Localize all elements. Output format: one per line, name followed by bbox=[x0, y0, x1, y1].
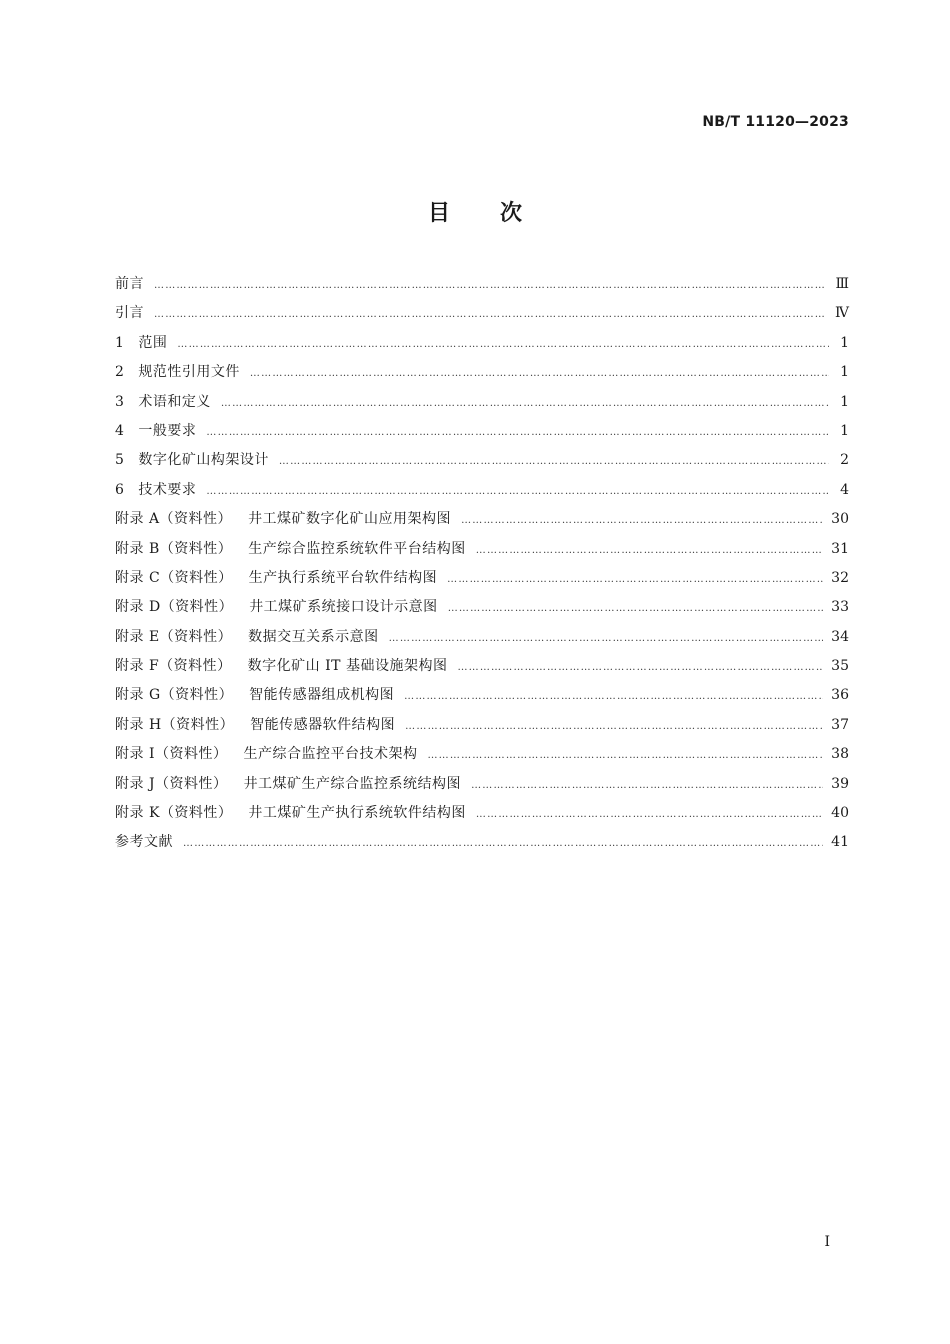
toc-entry-label: 前言 bbox=[115, 276, 144, 292]
toc-leader-dots bbox=[389, 624, 824, 653]
toc-leader-dots bbox=[447, 565, 823, 594]
toc-entry-label: 井工煤矿生产执行系统软件结构图 bbox=[248, 805, 466, 822]
toc-entry-section-2[interactable] bbox=[115, 358, 849, 387]
toc-entry-appendix: 附录 J（资料性） bbox=[115, 775, 228, 792]
toc-leader-dots bbox=[221, 389, 829, 418]
toc-leader-dots bbox=[476, 800, 823, 829]
toc-entry-page: Ⅳ bbox=[835, 305, 849, 322]
toc-leader-dots bbox=[183, 829, 823, 858]
toc-entry-page: 39 bbox=[831, 775, 849, 792]
toc-entry-page: 34 bbox=[831, 628, 849, 645]
toc-entry-page: 33 bbox=[831, 599, 849, 616]
toc-entry-number: 3 bbox=[115, 393, 125, 410]
toc-leader-dots bbox=[154, 271, 827, 300]
toc-entry-foreword[interactable] bbox=[115, 270, 849, 299]
toc-entry-section-3[interactable] bbox=[115, 388, 849, 417]
toc-entry-page: 38 bbox=[831, 746, 849, 763]
toc-entry-label: 数字化矿山构架设计 bbox=[138, 452, 269, 469]
toc-entry-appendix-d[interactable] bbox=[115, 593, 849, 622]
toc-entry-label: 井工煤矿系统接口设计示意图 bbox=[249, 599, 438, 616]
toc-entry-number: 1 bbox=[115, 334, 125, 351]
toc-entry-page: 31 bbox=[831, 540, 849, 557]
toc-entry-page: 40 bbox=[831, 805, 849, 822]
toc-entry-appendix-f[interactable] bbox=[115, 652, 849, 681]
toc-entry-appendix: 附录 I（资料性） bbox=[115, 746, 228, 763]
toc-entry-label: 智能传感器软件结构图 bbox=[250, 716, 396, 733]
toc-leader-dots bbox=[461, 506, 823, 535]
toc-entry-label: 生产综合监控系统软件平台结构图 bbox=[248, 540, 466, 557]
toc-entry-appendix: 附录 H（资料性） bbox=[115, 716, 235, 733]
toc-entry-section-5[interactable] bbox=[115, 446, 849, 475]
toc-leader-dots bbox=[206, 418, 829, 447]
toc-leader-dots bbox=[177, 330, 829, 359]
toc-entry-page: 1 bbox=[840, 422, 849, 439]
toc-entry-appendix-j[interactable] bbox=[115, 770, 849, 799]
table-of-contents bbox=[115, 270, 849, 858]
toc-entry-number: 2 bbox=[115, 364, 125, 381]
toc-leader-dots bbox=[206, 477, 829, 506]
toc-entry-number: 4 bbox=[115, 422, 125, 439]
toc-entry-appendix-h[interactable] bbox=[115, 711, 849, 740]
toc-entry-appendix: 附录 D（资料性） bbox=[115, 599, 234, 616]
toc-entry-page: 35 bbox=[831, 658, 849, 675]
toc-leader-dots bbox=[405, 712, 823, 741]
toc-entry-label: 参考文献 bbox=[115, 834, 173, 851]
toc-entry-appendix-k[interactable] bbox=[115, 799, 849, 828]
toc-entry-bibliography[interactable] bbox=[115, 828, 849, 857]
toc-entry-appendix-a[interactable] bbox=[115, 505, 849, 534]
toc-entry-label: 术语和定义 bbox=[138, 393, 211, 410]
toc-leader-dots bbox=[457, 653, 823, 682]
toc-leader-dots bbox=[448, 594, 823, 623]
page-number: I bbox=[824, 1234, 830, 1250]
toc-entry-page: Ⅲ bbox=[835, 276, 849, 292]
toc-entry-label: 智能传感器组成机构图 bbox=[249, 687, 395, 704]
toc-entry-page: 37 bbox=[831, 716, 849, 733]
toc-entry-number: 6 bbox=[115, 481, 125, 498]
toc-leader-dots bbox=[476, 536, 823, 565]
toc-entry-label: 范围 bbox=[138, 334, 168, 351]
toc-entry-label: 生产执行系统平台软件结构图 bbox=[248, 569, 438, 586]
toc-entry-page: 30 bbox=[831, 511, 849, 528]
toc-entry-section-4[interactable] bbox=[115, 417, 849, 446]
toc-entry-appendix: 附录 B（资料性） bbox=[115, 540, 233, 557]
toc-entry-appendix: 附录 C（资料性） bbox=[115, 569, 233, 586]
toc-entry-appendix-c[interactable] bbox=[115, 564, 849, 593]
toc-entry-introduction[interactable] bbox=[115, 299, 849, 328]
toc-entry-appendix: 附录 E（资料性） bbox=[115, 628, 233, 645]
toc-entry-label: 数字化矿山 IT 基础设施架构图 bbox=[247, 658, 448, 675]
standard-number: NB/T 11120—2023 bbox=[702, 114, 849, 130]
toc-entry-appendix-b[interactable] bbox=[115, 535, 849, 564]
toc-entry-appendix: 附录 G（资料性） bbox=[115, 687, 234, 704]
toc-entry-appendix: 附录 A（资料性） bbox=[115, 511, 233, 528]
toc-leader-dots bbox=[250, 359, 829, 388]
toc-leader-dots bbox=[404, 682, 823, 711]
toc-entry-appendix-i[interactable] bbox=[115, 740, 849, 769]
toc-entry-page: 2 bbox=[840, 452, 849, 469]
toc-entry-page: 41 bbox=[831, 834, 849, 851]
toc-entry-label: 一般要求 bbox=[138, 422, 197, 439]
toc-entry-label: 生产综合监控平台技术架构 bbox=[243, 746, 418, 763]
toc-entry-appendix-e[interactable] bbox=[115, 623, 849, 652]
toc-entry-appendix-g[interactable] bbox=[115, 681, 849, 710]
toc-entry-label: 技术要求 bbox=[138, 481, 197, 498]
toc-leader-dots bbox=[279, 447, 829, 476]
toc-entry-section-6[interactable] bbox=[115, 476, 849, 505]
toc-entry-appendix: 附录 K（资料性） bbox=[115, 805, 233, 822]
toc-entry-page: 1 bbox=[840, 334, 849, 351]
toc-entry-label: 数据交互关系示意图 bbox=[248, 628, 379, 645]
toc-entry-page: 1 bbox=[840, 364, 849, 381]
toc-entry-page: 1 bbox=[840, 393, 849, 410]
page-title: 目次 bbox=[427, 201, 572, 226]
toc-entry-label: 引言 bbox=[115, 305, 144, 322]
toc-entry-section-1[interactable] bbox=[115, 329, 849, 358]
toc-leader-dots bbox=[154, 300, 827, 329]
toc-entry-label: 井工煤矿生产综合监控系统结构图 bbox=[243, 775, 462, 792]
toc-leader-dots bbox=[471, 771, 823, 800]
toc-entry-number: 5 bbox=[115, 452, 125, 469]
toc-entry-appendix: 附录 F（资料性） bbox=[115, 658, 232, 675]
toc-entry-page: 4 bbox=[840, 481, 849, 498]
toc-entry-page: 36 bbox=[831, 687, 849, 704]
toc-entry-label: 井工煤矿数字化矿山应用架构图 bbox=[248, 511, 452, 528]
toc-entry-page: 32 bbox=[831, 569, 849, 586]
toc-leader-dots bbox=[427, 741, 823, 770]
toc-entry-label: 规范性引用文件 bbox=[138, 364, 240, 381]
